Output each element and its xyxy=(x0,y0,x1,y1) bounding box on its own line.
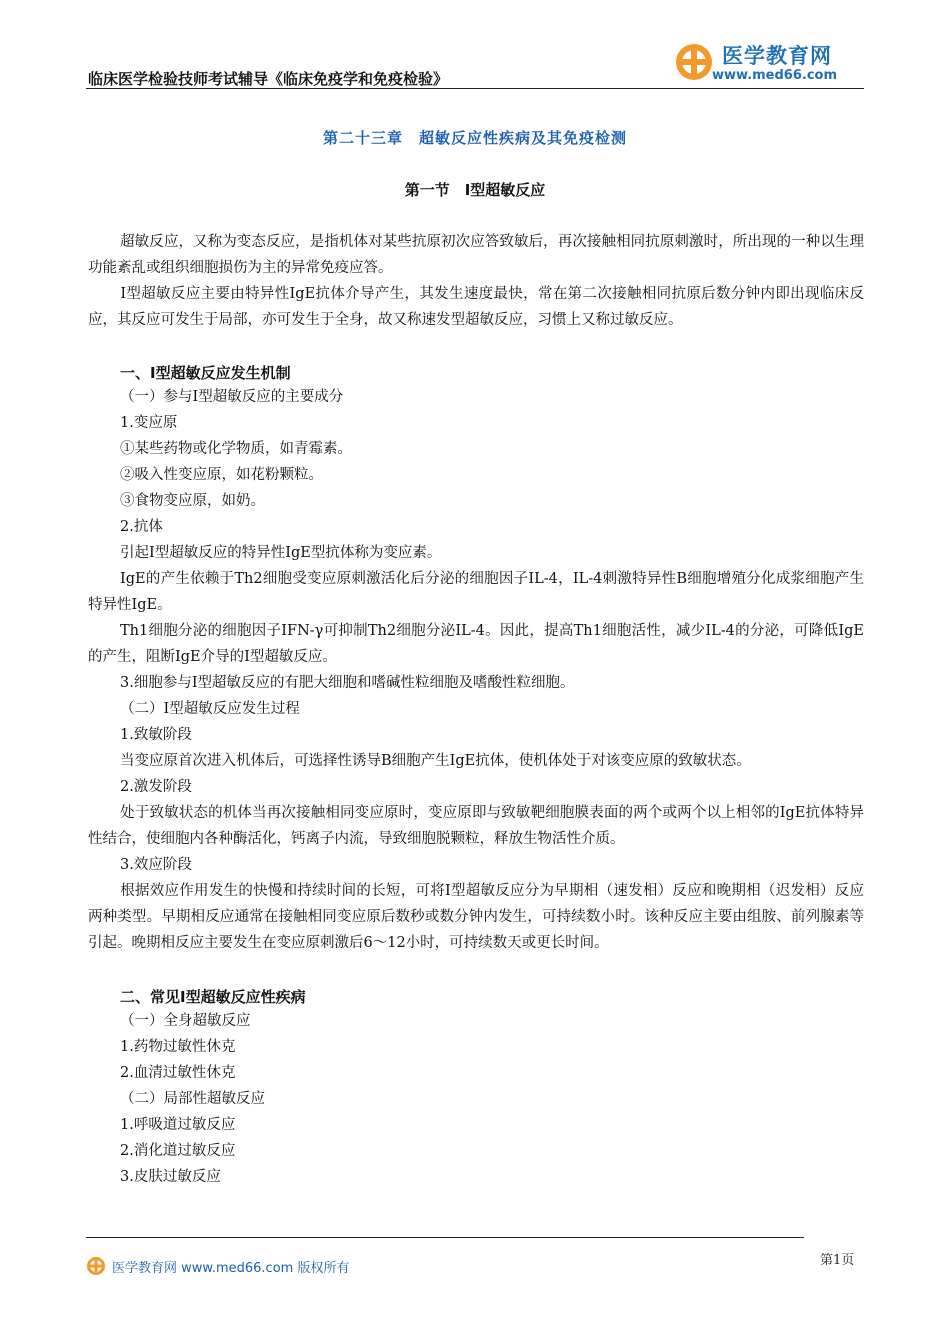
part2-sub1: （一）全身超敏反应 xyxy=(120,1013,251,1029)
stage-sensitization-text: 当变应原首次进入机体后，可选择性诱导B细胞产生IgE抗体，使机体处于对该变应原的致敏状态。 xyxy=(120,753,751,769)
disease-skin: 3.皮肤过敏反应 xyxy=(120,1169,221,1185)
item-allergen-a: ①某些药物或化学物质，如青霉素。 xyxy=(120,441,352,457)
item-cells: 3.细胞参与Ⅰ型超敏反应的有肥大细胞和嗜碱性粒细胞及嗜酸性粒细胞。 xyxy=(120,675,575,691)
part1-sub1: （一）参与Ⅰ型超敏反应的主要成分 xyxy=(120,389,344,405)
disease-digestive: 2.消化道过敏反应 xyxy=(120,1143,236,1159)
item-antibody-c: Th1细胞分泌的细胞因子IFN-γ可抑制Th2细胞分泌IL-4。因此，提高Th1细胞活性，减少IL-4的分泌，可降低IgE的产生，阻断IgE介导的Ⅰ型超敏反应。 xyxy=(88,623,864,665)
intro-paragraph-1: 超敏反应，又称为变态反应，是指机体对某些抗原初次应答致敏后，再次接触相同抗原刺激时，所出现的一种以生理功能紊乱或组织细胞损伤为主的异常免疫应答。 xyxy=(88,234,864,276)
stage-effector-text: 根据效应作用发生的快慢和持续时间的长短，可将Ⅰ型超敏反应分为早期相（速发相）反应和晚期相（迟发相）反应两种类型。早期相反应通常在接触相同变应原后数秒或数分钟内发生，可持续数小时。该种反应主要由组胺、前列腺素等引起。晚期相反应主要发生在变应原刺激后6～12小时，可持续数天或更长时间。 xyxy=(88,883,864,951)
part1-heading: 一、Ⅰ型超敏反应发生机制 xyxy=(120,364,291,382)
disease-drug-shock: 1.药物过敏性休克 xyxy=(120,1039,236,1055)
stage-activation-text: 处于致敏状态的机体当再次接触相同变应原时，变应原即与致敏靶细胞膜表面的两个或两个以上相邻的IgE抗体特异性结合，使细胞内各种酶活化，钙离子内流，导致细胞脱颗粒，释放生物活性介质。 xyxy=(88,805,864,847)
site-logo xyxy=(672,40,862,86)
stage-effector: 3.效应阶段 xyxy=(120,857,192,873)
stage-activation: 2.激发阶段 xyxy=(120,779,192,795)
logo-icon xyxy=(674,42,714,82)
footer-rule xyxy=(86,1237,804,1238)
logo-name: 医学教育网 xyxy=(722,44,832,68)
chapter-title: 第二十三章 超敏反应性疾病及其免疫检测 xyxy=(322,129,627,147)
section-title: 第一节 Ⅰ型超敏反应 xyxy=(404,181,546,199)
footer-copyright: 医学教育网 www.med66.com 版权所有 xyxy=(112,1261,350,1276)
page-number: 第1页 xyxy=(820,1253,855,1268)
item-allergen: 1.变应原 xyxy=(120,415,178,431)
disease-respiratory: 1.呼吸道过敏反应 xyxy=(120,1117,236,1133)
item-allergen-b: ②吸入性变应原，如花粉颗粒。 xyxy=(120,467,323,483)
item-antibody-b: IgE的产生依赖于Th2细胞受变应原刺激活化后分泌的细胞因子IL-4，IL-4刺激特异性B细胞增殖分化成浆细胞产生特异性IgE。 xyxy=(88,571,864,613)
disease-serum-shock: 2.血清过敏性休克 xyxy=(120,1065,236,1081)
header-rule xyxy=(86,88,864,89)
stage-sensitization: 1.致敏阶段 xyxy=(120,727,192,743)
intro-paragraph-2: Ⅰ型超敏反应主要由特异性IgE抗体介导产生，其发生速度最快，常在第二次接触相同抗原后数分钟内即出现临床反应，其反应可发生于局部，亦可发生于全身，故又称速发型超敏反应，习惯上又称过敏反应。 xyxy=(88,286,864,328)
item-antibody-a: 引起Ⅰ型超敏反应的特异性IgE型抗体称为变应素。 xyxy=(120,545,442,561)
part2-heading: 二、常见Ⅰ型超敏反应性疾病 xyxy=(120,988,306,1006)
item-antibody: 2.抗体 xyxy=(120,519,163,535)
part2-sub2: （二）局部性超敏反应 xyxy=(120,1091,265,1107)
header-title: 临床医学检验技师考试辅导《临床免疫学和免疫检验》 xyxy=(88,70,449,88)
part1-sub2: （二）Ⅰ型超敏反应发生过程 xyxy=(120,701,300,717)
item-allergen-c: ③食物变应原，如奶。 xyxy=(120,493,265,509)
footer-logo-icon xyxy=(86,1256,106,1276)
logo-url: www.med66.com xyxy=(712,68,838,83)
